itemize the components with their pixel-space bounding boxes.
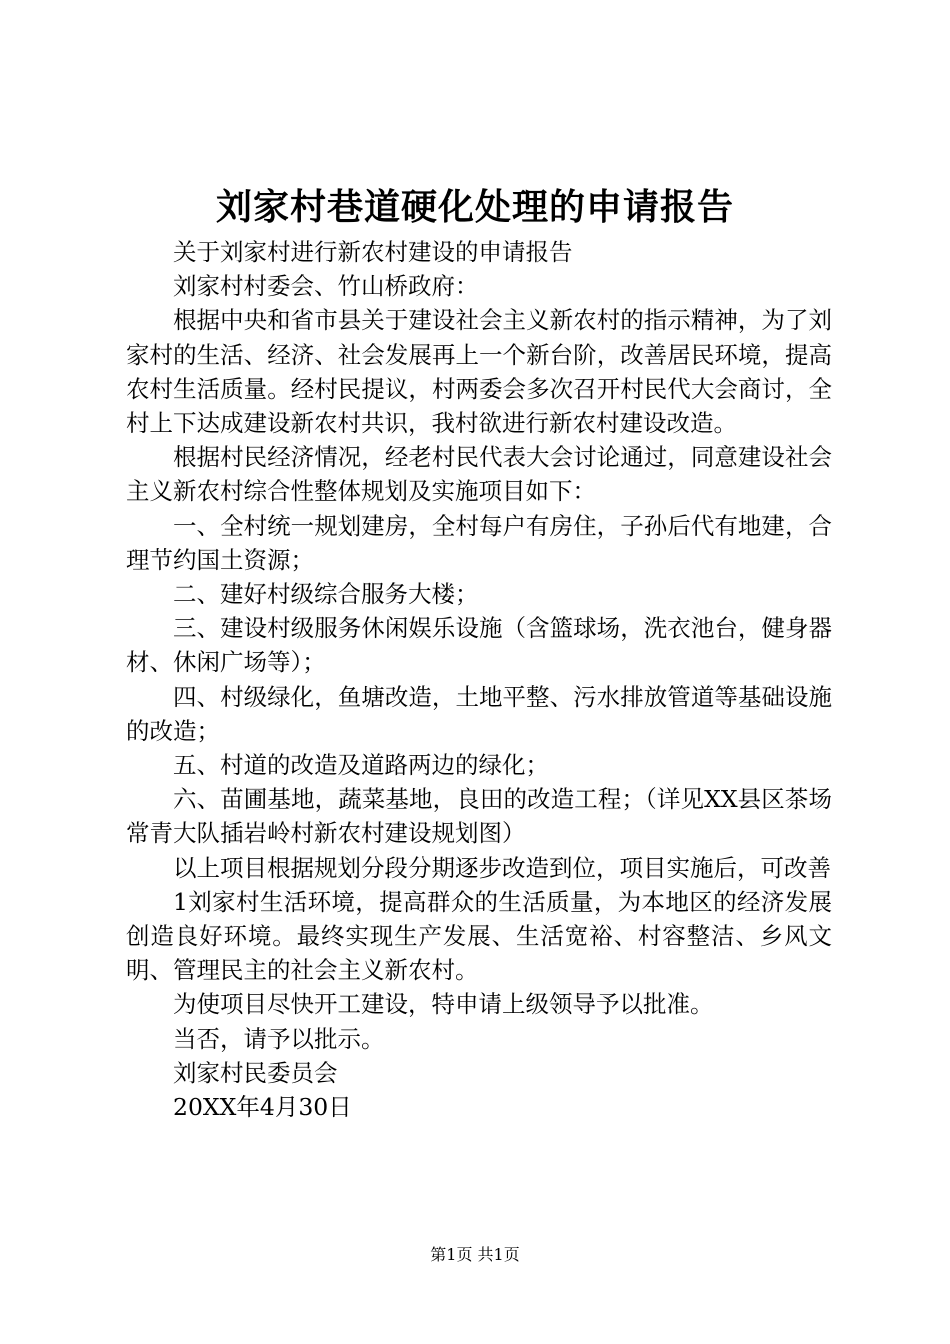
- list-item-6: 六、苗圃基地，蔬菜基地，良田的改造工程；（详见XX县区茶场常青大队插岩岭村新农村建设规划图）: [126, 785, 832, 848]
- page-footer: 第1页 共1页: [430, 1245, 520, 1264]
- signature-organization: 刘家村民委员会: [173, 1058, 338, 1087]
- signature-date: 20XX年4月30日: [173, 1093, 352, 1122]
- paragraph-closing: 当否，请予以批示。: [173, 1024, 385, 1053]
- paragraph-outcome: 以上项目根据规划分段分期逐步改造到位，项目实施后，可改善: [173, 853, 831, 882]
- list-item-5: 五、村道的改造及道路两边的绿化；: [173, 751, 549, 780]
- paragraph-background: 根据中央和省市县关于建设社会主义新农村的指示精神，为了刘家村的生活、经济、社会发展再上一个新台阶，改善居民环境，提高农村生活质量。经村民提议，村两委会多次召开村民代大会商讨，全村上下达成建设新农村共识，我村欲进行新农村建设改造。: [126, 306, 832, 438]
- paragraph-recipient: 刘家村村委会、竹山桥政府：: [173, 272, 479, 301]
- paragraph-plan-intro: 根据村民经济情况，经老村民代表大会讨论通过，同意建设社会主义新农村综合性整体规划及实施项目如下：: [126, 443, 832, 506]
- paragraph-outcome-detail: 1刘家村生活环境，提高群众的生活质量，为本地区的经济发展创造良好环境。最终实现生产发展、生活宽裕、村容整洁、乡风文明、管理民主的社会主义新农村。: [126, 887, 832, 985]
- list-item-1: 一、全村统一规划建房，全村每户有房住，子孙后代有地建，合理节约国土资源；: [126, 511, 832, 574]
- document-body: [126, 235, 832, 1124]
- paragraph-request: 为使项目尽快开工建设，特申请上级领导予以批准。: [173, 990, 714, 1019]
- list-item-2: 二、建好村级综合服务大楼；: [173, 580, 479, 609]
- paragraph-subject: 关于刘家村进行新农村建设的申请报告: [173, 238, 573, 266]
- document-title: 刘家村巷道硬化处理的申请报告: [215, 187, 734, 228]
- list-item-4: 四、村级绿化，鱼塘改造，土地平整、污水排放管道等基础设施的改造；: [126, 682, 832, 745]
- list-item-3: 三、建设村级服务休闲娱乐设施（含篮球场，洗衣池台，健身器材、休闲广场等）；: [126, 614, 832, 677]
